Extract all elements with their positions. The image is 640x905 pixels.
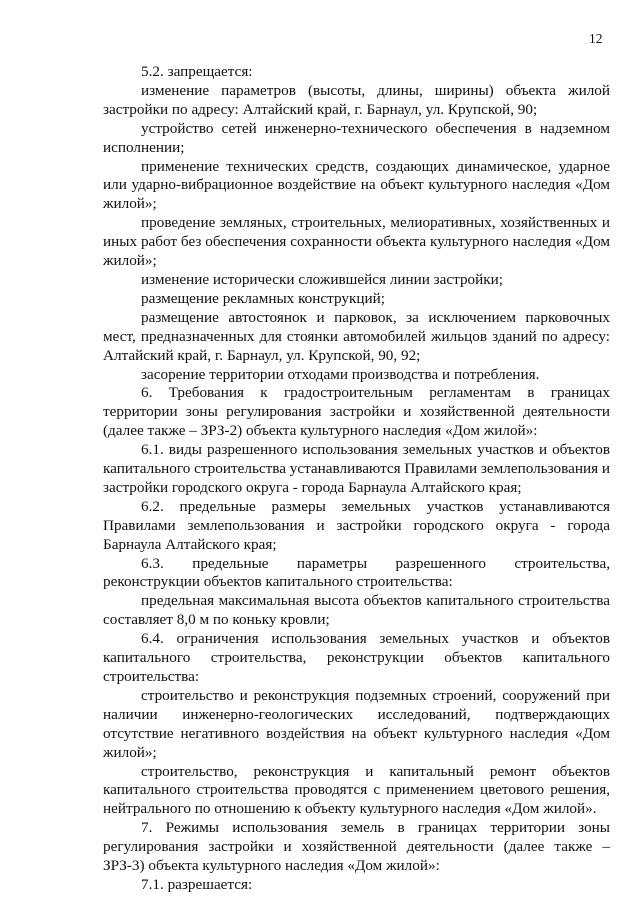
paragraph-6-requirements: 6. Требования к градостроительным регламентам в границах территории зоны регулирования застройки и хозяйственной деятельности (далее также – ЗРЗ-2) объекта культурного наследия «Дом жилой»: bbox=[103, 384, 610, 440]
paragraph-6-2: 6.2. предельные размеры земельных участков устанавливаются Правилами землепользования и застройки городского округа - города Барнаула Алтайского края; bbox=[103, 497, 610, 553]
paragraph-prohibition-parking: размещение автостоянок и парковок, за исключением парковочных мест, предназначенных для стоянки автомобилей жильцов зданий по адресу: Алтайский край, г. Барнаул, ул. Крупской, 90, 92; bbox=[103, 308, 610, 364]
paragraph-prohibition-waste: засорение территории отходами производства и потребления. bbox=[141, 365, 540, 383]
paragraph-underground-construction: строительство и реконструкция подземных строений, сооружений при наличии инженерно-геологических исследований, подтверждающих отсутствие негативного воздействия на объект культурного наследия «Дом жилой»; bbox=[103, 686, 610, 761]
paragraph-6-4: 6.4. ограничения использования земельных участков и объектов капитального строительства, реконструкции объектов капитального строительства: bbox=[103, 630, 610, 685]
paragraph-prohibition-networks: устройство сетей инженерно-технического обеспечения в надземном исполнении; bbox=[103, 119, 610, 156]
paragraph-5-2-heading: 5.2. запрещается: bbox=[141, 63, 253, 80]
paragraph-color-solution: строительство, реконструкция и капитальный ремонт объектов капитального строительства проводятся с применением цветового решения, нейтрального по отношению к объекту культурного наследия «Дом жилой». bbox=[103, 762, 610, 818]
paragraph-7-1-heading: 7.1. разрешается: bbox=[141, 875, 253, 893]
paragraph-prohibition-advertising: размещение рекламных конструкций; bbox=[141, 289, 385, 307]
document-body bbox=[103, 63, 610, 895]
paragraph-6-3: 6.3. предельные параметры разрешенного строительства, реконструкции объектов капитального строительства: bbox=[103, 554, 610, 591]
paragraph-prohibition-building-line: изменение исторически сложившейся линии застройки; bbox=[141, 270, 503, 288]
paragraph-prohibition-earthworks: проведение земляных, строительных, мелиоративных, хозяйственных и иных работ без обеспечения сохранности объекта культурного наследия «Дом жилой»; bbox=[103, 214, 610, 270]
paragraph-prohibition-parameters: изменение параметров (высоты, длины, ширины) объекта жилой застройки по адресу: Алтайский край, г. Барнаул, ул. Крупской, 90; bbox=[103, 81, 610, 118]
paragraph-prohibition-vibration: применение технических средств, создающих динамическое, ударное или ударно-вибрационное воздействие на объект культурного наследия «Дом жилой»; bbox=[103, 157, 610, 213]
paragraph-7-regimes: 7. Режимы использования земель в границах территории зоны регулирования застройки и хозяйственной деятельности (далее также – ЗРЗ-3) объекта культурного наследия «Дом жилой»: bbox=[103, 819, 610, 875]
paragraph-max-height: предельная максимальная высота объектов капитального строительства составляет 8,0 м по коньку кровли; bbox=[103, 592, 610, 629]
page-number: 12 bbox=[589, 31, 603, 46]
paragraph-6-1: 6.1. виды разрешенного использования земельных участков и объектов капитального строительства устанавливаются Правилами землепользования и застройки городского округа - города Барнаула Алтайского края; bbox=[103, 441, 610, 496]
